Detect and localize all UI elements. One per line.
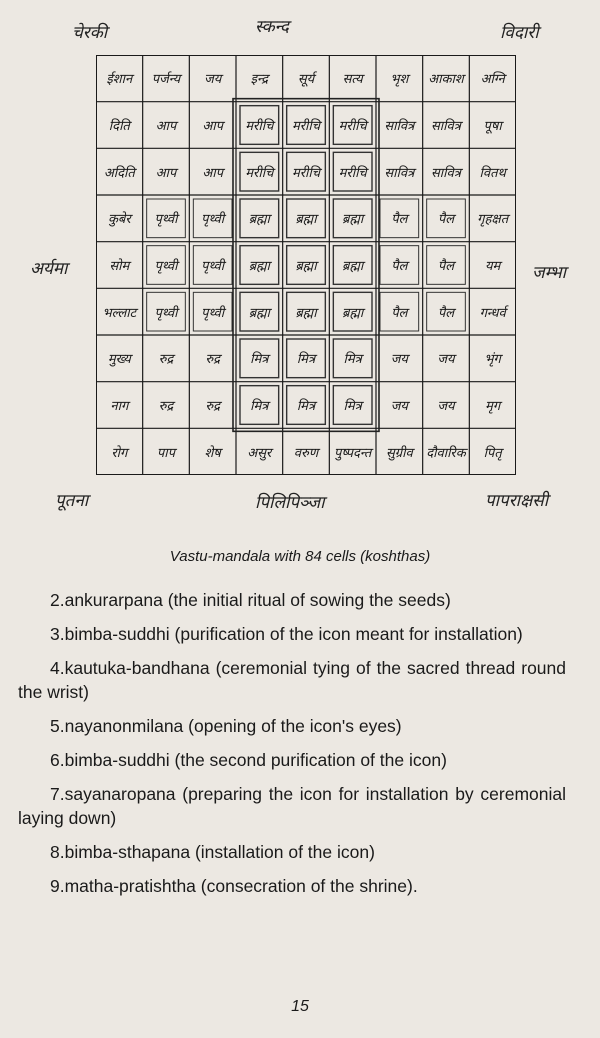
grid-cell: कुबेर bbox=[107, 212, 131, 228]
grid-cell: पूषा bbox=[483, 118, 502, 134]
grid-cell: पैल bbox=[437, 305, 455, 321]
grid-cell: सावित्र bbox=[431, 118, 461, 134]
grid-cell: पृथ्वी bbox=[154, 212, 178, 228]
corner-label-bottom-right: पापराक्षसी bbox=[485, 491, 549, 511]
grid-cell: मुख्य bbox=[107, 352, 131, 368]
side-label-top: स्कन्द bbox=[255, 17, 289, 37]
grid-cell: पृथ्वी bbox=[201, 212, 225, 228]
grid-cell: ब्रह्मा bbox=[342, 305, 364, 321]
grid-cell: ब्रह्मा bbox=[295, 305, 317, 321]
grid-cell: पृथ्वी bbox=[154, 258, 178, 274]
grid-cell: सावित्र bbox=[384, 165, 415, 181]
page-number: 15 bbox=[291, 998, 309, 1015]
grid-cell: पृथ्वी bbox=[154, 305, 178, 321]
grid-cell: सुग्रीव bbox=[385, 445, 413, 461]
figure-caption: Vastu-mandala with 84 cells (koshthas) bbox=[169, 548, 431, 565]
grid-cell: भल्लाट bbox=[102, 305, 137, 321]
grid-cell: रुद्र bbox=[205, 398, 220, 414]
grid-cell: ब्रह्मा bbox=[248, 258, 270, 274]
grid-cell: आप bbox=[202, 165, 223, 181]
grid-cell: सोम bbox=[109, 258, 130, 274]
grid-cell: सावित्र bbox=[384, 118, 415, 134]
grid-cell: पैल bbox=[437, 258, 455, 274]
grid-cell: आप bbox=[155, 165, 177, 181]
grid-cell: जय bbox=[437, 352, 455, 368]
grid-cell: पैल bbox=[437, 212, 455, 228]
grid-cell: असुर bbox=[247, 445, 272, 461]
grid-cell: मित्र bbox=[296, 398, 316, 414]
grid-cell: ब्रह्मा bbox=[342, 258, 364, 274]
grid-cell: नाग bbox=[110, 398, 129, 414]
corner-label-top-right: विदारी bbox=[500, 23, 539, 43]
grid-cell: गृहक्षत bbox=[477, 212, 509, 228]
grid-cell: जय bbox=[437, 398, 455, 414]
grid-cell: पृथ्वी bbox=[201, 305, 225, 321]
grid-cell: भृंग bbox=[484, 352, 501, 368]
grid-cell: यम bbox=[484, 258, 501, 274]
grid-cell: अग्नि bbox=[480, 72, 505, 88]
grid-cell: पैल bbox=[391, 258, 408, 274]
grid-cell: मित्र bbox=[296, 352, 316, 368]
side-label-right: जम्भा bbox=[532, 263, 567, 283]
grid-cell: रुद्र bbox=[158, 398, 174, 414]
grid-cell: पितृ bbox=[483, 445, 502, 461]
grid-cell: मृग bbox=[485, 398, 501, 414]
grid-cell: रुद्र bbox=[158, 352, 174, 368]
grid-cell: अदिति bbox=[103, 165, 135, 181]
grid-cell: ब्रह्मा bbox=[295, 212, 317, 228]
grid-cell: जय bbox=[390, 398, 408, 414]
grid-cell: मित्र bbox=[343, 398, 362, 414]
vastu-mandala-grid bbox=[96, 55, 516, 475]
list-item: 4.kautuka-bandhana (ceremonial tying of the sacred thread round the wrist) bbox=[18, 658, 566, 702]
grid-cell: सावित्र bbox=[431, 165, 461, 181]
grid-cell: सूर्य bbox=[297, 72, 315, 88]
grid-cell: ब्रह्मा bbox=[248, 212, 270, 228]
grid-cell: मित्र bbox=[250, 398, 269, 414]
grid-cell: ब्रह्मा bbox=[248, 305, 270, 321]
grid-cell: शेष bbox=[204, 445, 221, 461]
grid-cell: मित्र bbox=[343, 352, 362, 368]
grid-cell: ब्रह्मा bbox=[295, 258, 317, 274]
grid-cell: सत्य bbox=[342, 72, 363, 88]
grid-cell: इन्द्र bbox=[250, 72, 268, 88]
grid-cell: मरीचि bbox=[291, 118, 321, 134]
grid-cell: मरीचि bbox=[245, 165, 274, 181]
grid-cell: मरीचि bbox=[338, 118, 367, 134]
side-label-left: अर्यमा bbox=[30, 259, 68, 279]
grid-cell: गन्धर्व bbox=[479, 305, 506, 321]
grid-cell: पैल bbox=[391, 212, 408, 228]
grid-cell: दौवारिक bbox=[426, 445, 466, 461]
grid-cell: ब्रह्मा bbox=[342, 212, 364, 228]
list-item: 3.bimba-suddhi (purification of the icon meant for installation) bbox=[50, 624, 523, 644]
grid-cell: वरुण bbox=[293, 445, 319, 461]
grid-cell: आप bbox=[155, 118, 177, 134]
grid-cell: पुष्पदन्त bbox=[334, 445, 372, 461]
grid-cell: पैल bbox=[391, 305, 408, 321]
grid-cell: वितथ bbox=[479, 165, 506, 181]
corner-label-top-left: चेरकी bbox=[72, 23, 108, 43]
grid-cell: दिति bbox=[108, 118, 130, 134]
grid-cell: रुद्र bbox=[205, 352, 220, 368]
grid-cell: मरीचि bbox=[245, 118, 274, 134]
grid-cell: जय bbox=[204, 72, 222, 88]
grid-cell: मित्र bbox=[250, 352, 269, 368]
grid-cell: पृथ्वी bbox=[201, 258, 225, 274]
grid-cell: ईशान bbox=[106, 72, 133, 88]
grid-cell: आप bbox=[202, 118, 223, 134]
grid-cell: मरीचि bbox=[291, 165, 321, 181]
grid-cell: आकाश bbox=[428, 72, 464, 88]
list-item: 7.sayanaropana (preparing the icon for installation by ceremonial laying down) bbox=[18, 784, 566, 828]
list-item: 2.ankurarpana (the initial ritual of sowing the seeds) bbox=[50, 590, 451, 610]
ritual-list bbox=[18, 588, 566, 908]
side-label-bottom: पिलिपिञ्जा bbox=[255, 493, 325, 513]
list-item: 8.bimba-sthapana (installation of the icon) bbox=[50, 842, 375, 862]
list-item: 9.matha-pratishtha (consecration of the shrine). bbox=[50, 876, 418, 896]
grid-cell: भृश bbox=[390, 72, 409, 88]
list-item: 6.bimba-suddhi (the second purification of the icon) bbox=[50, 750, 447, 770]
list-item: 5.nayanonmilana (opening of the icon's eyes) bbox=[50, 716, 402, 736]
grid-cell: पाप bbox=[156, 445, 176, 461]
grid-cell: रोग bbox=[111, 445, 128, 461]
grid-cell: पर्जन्य bbox=[151, 72, 181, 88]
corner-label-bottom-left: पूतना bbox=[55, 491, 89, 511]
grid-cell: मरीचि bbox=[338, 165, 367, 181]
grid-cell: जय bbox=[390, 352, 408, 368]
